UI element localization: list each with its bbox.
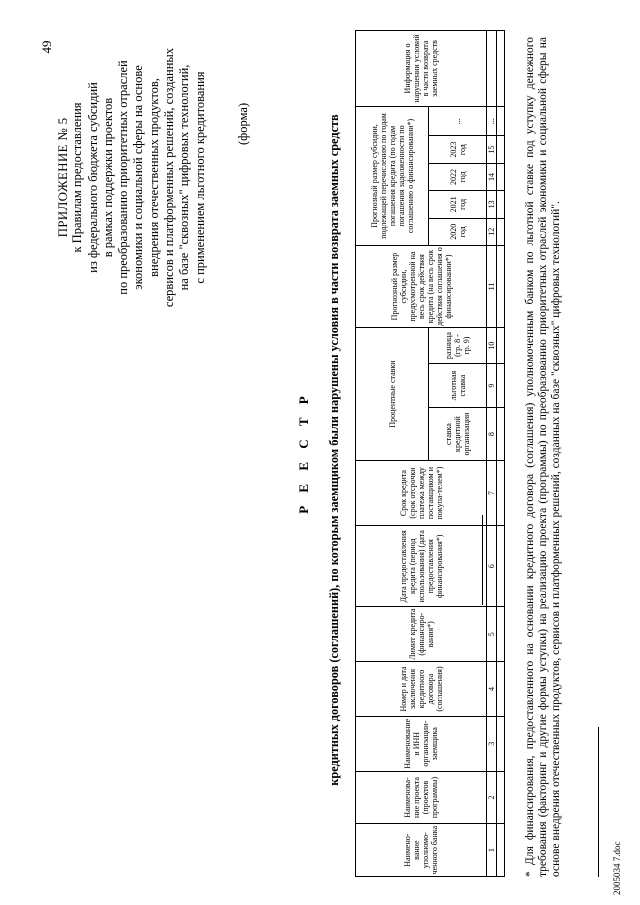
appendix-line: сервисов и платформенных решений, созданных <box>162 47 177 308</box>
table-cell-empty <box>497 771 505 824</box>
header-year-more: ... <box>429 106 487 135</box>
table-cell-empty <box>497 31 505 107</box>
header-year-2020: 2020 год <box>429 218 487 245</box>
column-number: 5 <box>487 607 497 662</box>
appendix-title: ПРИЛОЖЕНИЕ № 5 <box>55 117 70 238</box>
appendix-line: к Правилам предоставления <box>70 102 85 253</box>
column-number: ... <box>487 106 497 135</box>
column-number: 10 <box>487 328 497 364</box>
column-number: 11 <box>487 245 497 327</box>
table-cell-empty <box>497 191 505 218</box>
register-title: Р Е Е С Т Р <box>296 391 311 514</box>
column-number <box>487 31 497 107</box>
column-number: 8 <box>487 408 497 461</box>
column-number: 14 <box>487 163 497 190</box>
header-forecast-by-year: Прогнозный размер субсидии, подлежащей перечислению по годам погашения кредита (по годам погашения задолженности по соглашению о финансировании*) <box>356 106 429 245</box>
appendix-line: в рамках поддержки проектов <box>100 97 115 258</box>
column-number: 15 <box>487 136 497 163</box>
appendix-line: с применением льготного кредитования <box>192 71 207 284</box>
column-number: 4 <box>487 662 497 717</box>
table-cell-empty <box>497 245 505 327</box>
footnote-rule <box>598 727 599 877</box>
table-cell-empty <box>497 662 505 717</box>
header-forecast-total: Прогнозный размер субсидии, предусмотренной на весь срок действия кредита (на весь срок действия соглашения о финансировании*) <box>356 245 487 327</box>
column-number: 13 <box>487 191 497 218</box>
header-bank-rate: ставка кредитной организации <box>429 408 487 461</box>
column-number: 7 <box>487 460 497 525</box>
column-number: 2 <box>487 771 497 824</box>
table-cell-empty <box>497 163 505 190</box>
appendix-line: из федерального бюджета субсидий <box>85 82 100 273</box>
header-project: Наименова-ние проекта (проектов программы) <box>356 771 487 824</box>
header-borrower: Наименование и ИНН организации-заемщика <box>356 716 487 771</box>
column-number: 12 <box>487 218 497 245</box>
table-cell-empty <box>497 106 505 135</box>
appendix-header <box>55 10 208 345</box>
header-year-2022: 2022 год <box>429 163 487 190</box>
table-cell-empty <box>497 363 505 407</box>
header-violation-info: Информация о нарушении условий в части возврата заемных средств <box>356 31 487 107</box>
column-number: 9 <box>487 363 497 407</box>
header-rates-group: Процентные ставки <box>356 328 429 461</box>
header-bank: Наимено-вание уполномо-ченного банка <box>356 824 487 877</box>
document-code: 2005034 7.doc <box>612 841 622 895</box>
table-cell-empty <box>497 218 505 245</box>
appendix-line: по преобразованию приоритетных отраслей <box>116 60 131 295</box>
header-date: Дата предоставления кредита (период использования) (дата предоставления финансирования*) <box>356 526 487 607</box>
table-cell-empty <box>497 824 505 877</box>
appendix-line: на базе "сквозных" цифровых технологий, <box>177 64 192 291</box>
header-contract: Номер и дата заключения кредитного договора (соглашения) <box>356 662 487 717</box>
column-number: 3 <box>487 716 497 771</box>
table-cell-empty <box>497 408 505 461</box>
register-table <box>355 30 505 877</box>
table-cell-empty <box>497 328 505 364</box>
table-cell-empty <box>497 716 505 771</box>
column-number: 1 <box>487 824 497 877</box>
header-limit: Лимит кредита (финансиро-вания*) <box>356 607 487 662</box>
column-number: 6 <box>487 526 497 607</box>
header-term: Срок кредита (срок отсрочки платежа между поставщиком и покупа-телем*) <box>356 460 487 525</box>
header-year-2021: 2021 год <box>429 191 487 218</box>
table-cell-empty <box>497 136 505 163</box>
appendix-line: внедрения отечественных продуктов, <box>146 78 161 277</box>
form-label: (форма) <box>236 102 250 145</box>
appendix-line: экономики и социальной сферы на основе <box>131 65 146 290</box>
header-preferential-rate: льготная ставка <box>429 363 487 407</box>
table-cell-empty <box>497 526 505 607</box>
register-subtitle: кредитных договоров (соглашений), по которым заемщиком были нарушены условия в части возврата заемных средств <box>327 114 341 786</box>
footnote: * Для финансирования, предоставленного на основании кредитного договора (соглашения) уполномоченным банком по льготной ставке под уступку денежного требования (факторинг и другие формы уступки) на реализацию проекта (программы) по преобразованию приоритетных отраслей экономики и социальной сферы на основе внедрения отечественных продуктов, сервисов и платформенных решений, созданных на базе "сквозных" цифровых технологий". <box>524 37 563 877</box>
separator-line <box>482 515 483 605</box>
page-number: 49 <box>39 40 54 54</box>
table-cell-empty <box>497 607 505 662</box>
header-rate-difference: разница (гр. 8 - гр. 9) <box>429 328 487 364</box>
header-year-2023: 2023 год <box>429 136 487 163</box>
table-cell-empty <box>497 460 505 525</box>
